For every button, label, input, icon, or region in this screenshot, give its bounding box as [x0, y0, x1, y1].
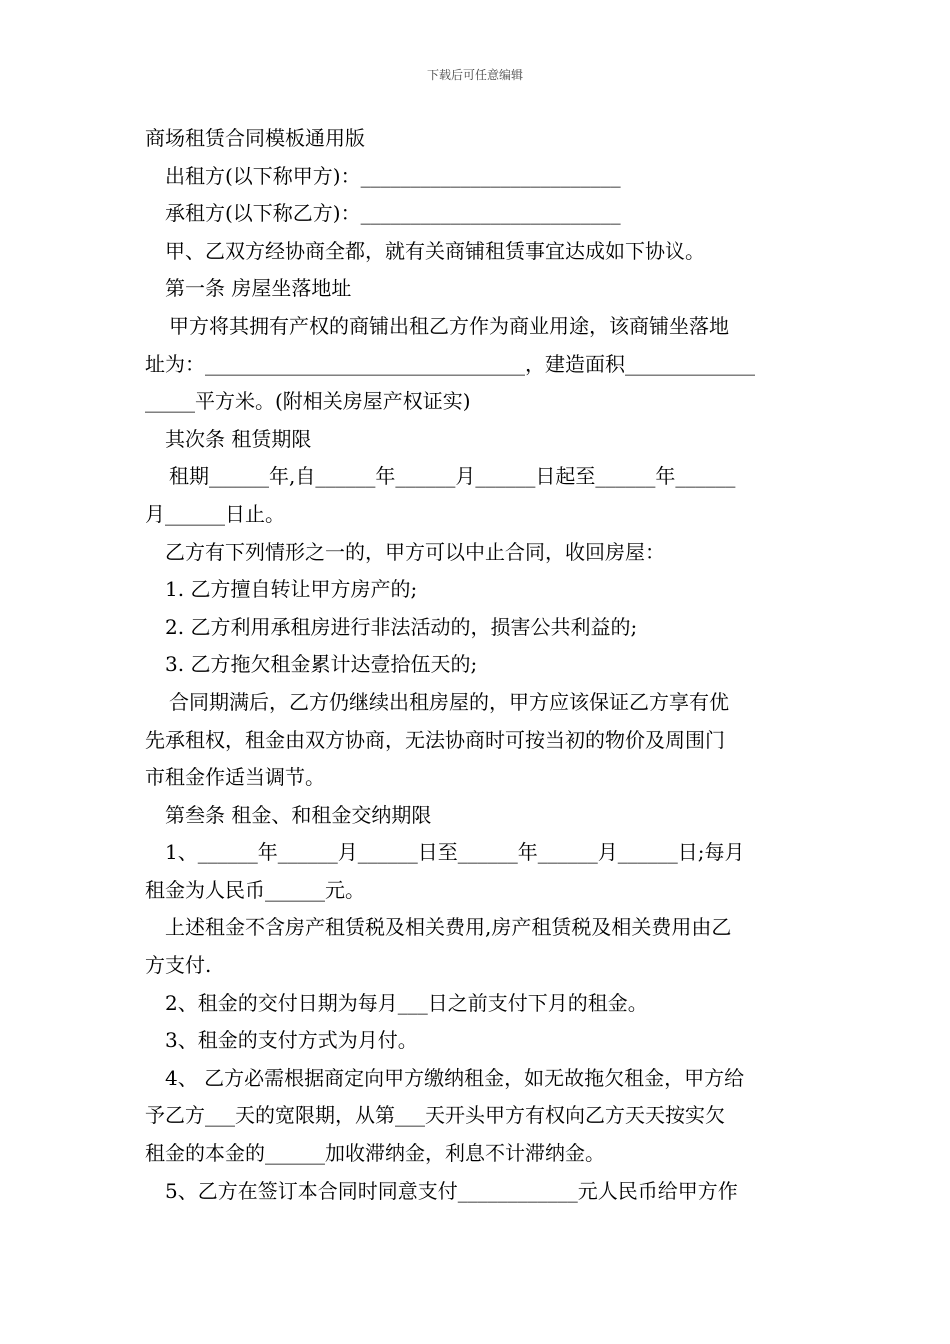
paragraph-line: 租期______年,自______年______月______日起至______年______	[169, 464, 736, 489]
paragraph-line: _____平方米。(附相关房屋产权证实)	[145, 389, 471, 414]
list-item: 1、______年______月______日至______年______月______日;每月	[165, 840, 745, 865]
list-item: 4、 乙方必需根据商定向甲方缴纳租金，如无故拖欠租金，甲方给	[165, 1065, 745, 1090]
party-a-line: 出租方(以下称甲方)：__________________________	[165, 163, 621, 188]
document-title: 商场租赁合同模板通用版	[145, 126, 365, 150]
paragraph-line: 上述租金不含房产租赁税及相关费用,房产租赁税及相关费用由乙	[165, 915, 732, 940]
list-item: 2. 乙方利用承租房进行非法活动的，损害公共利益的;	[165, 614, 638, 639]
list-item: 1. 乙方擅自转让甲方房产的;	[165, 577, 418, 602]
paragraph-line: 租金的本金的______加收滞纳金，利息不计滞纳金。	[145, 1141, 605, 1166]
article-3-heading: 第叁条 租金、和租金交纳期限	[165, 802, 432, 827]
paragraph-line: 租金为人民币______元。	[145, 877, 365, 902]
paragraph-line: 方支付.	[145, 953, 212, 978]
article-1-heading: 第一条 房屋坐落地址	[165, 276, 352, 301]
paragraph-line: 址为：________________________________，建造面积_____________	[145, 351, 755, 376]
list-item: 3、租金的支付方式为月付。	[165, 1028, 418, 1053]
article-2-heading: 其次条 租赁期限	[165, 426, 312, 451]
paragraph-line: 乙方有下列情形之一的，甲方可以中止合同，收回房屋：	[165, 539, 665, 564]
paragraph-line: 月______日止。	[145, 501, 285, 526]
document-body	[145, 120, 807, 1210]
list-item: 2、租金的交付日期为每月___日之前支付下月的租金。	[165, 990, 648, 1015]
paragraph-line: 市租金作适当调节。	[145, 765, 325, 790]
list-item: 5、乙方在签订本合同时同意支付____________元人民币给甲方作	[165, 1178, 738, 1203]
paragraph-line: 甲方将其拥有产权的商铺出租乙方作为商业用途，该商铺坐落地	[169, 313, 729, 338]
paragraph-line: 合同期满后，乙方仍继续出租房屋的，甲方应该保证乙方享有优	[169, 689, 729, 714]
list-item: 3. 乙方拖欠租金累计达壹拾伍天的;	[165, 652, 478, 677]
paragraph-line: 先承租权，租金由双方协商，无法协商时可按当初的物价及周围门	[145, 727, 725, 752]
paragraph-line: 予乙方___天的宽限期，从第___天开头甲方有权向乙方天天按实欠	[145, 1103, 725, 1128]
page-header: 下载后可任意编辑	[426, 68, 523, 82]
party-b-line: 承租方(以下称乙方)：__________________________	[165, 201, 621, 226]
agreement-intro: 甲、乙双方经协商全都，就有关商铺租赁事宜达成如下协议。	[165, 238, 705, 263]
